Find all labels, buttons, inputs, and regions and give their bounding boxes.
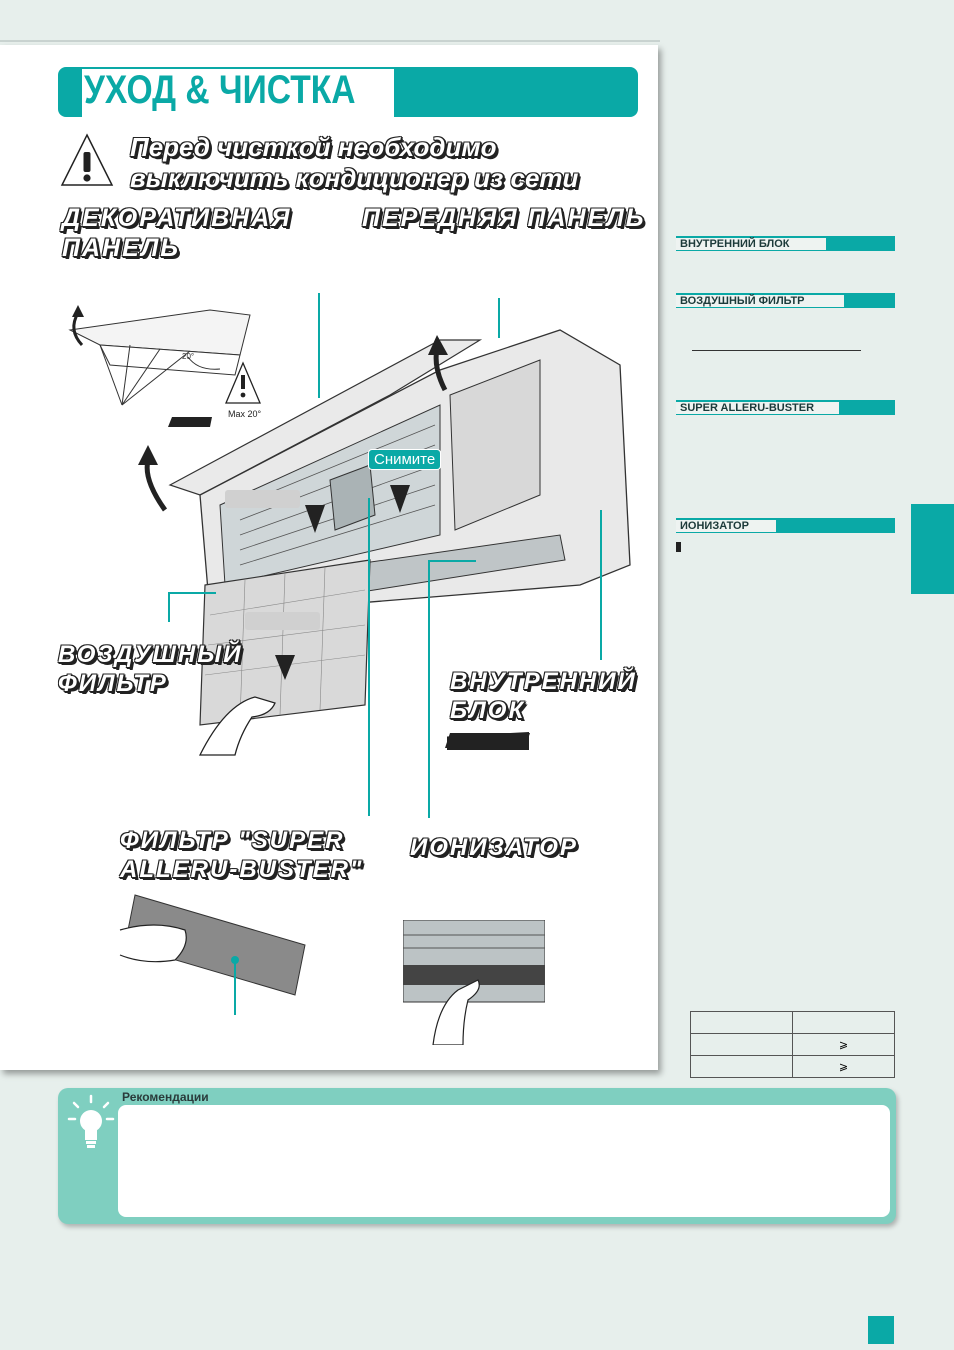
page-number-tab xyxy=(868,1316,894,1344)
label-decor-panel xyxy=(62,203,291,263)
blur-tag-1 xyxy=(225,490,300,508)
warning-line-2: выключить кондиционер из сети xyxy=(130,163,579,193)
table-row xyxy=(691,1012,895,1034)
label-front-panel: ПЕРЕДНЯЯ ПАНЕЛЬ xyxy=(362,204,646,232)
callout-line-indoor xyxy=(600,510,602,660)
warning-triangle-icon xyxy=(60,132,114,188)
spec-table xyxy=(690,1011,895,1078)
tips-title: Рекомендации xyxy=(122,1090,209,1104)
top-rule xyxy=(0,40,660,42)
tips-content xyxy=(118,1105,890,1217)
label-super-line2: ALLERU-BUSTER" xyxy=(120,856,364,883)
angle-small-label: 20° xyxy=(182,352,195,361)
label-air-filter xyxy=(58,640,243,698)
label-decor-panel-line2: ПАНЕЛЬ xyxy=(62,234,180,262)
page-title: УХОД & ЧИСТКА xyxy=(84,68,356,112)
callout-line-front xyxy=(318,293,320,398)
callout-line-ionizer xyxy=(428,560,430,818)
warning-line-1: Перед чисткой необходимо xyxy=(130,132,497,162)
table-row xyxy=(691,1034,895,1056)
blur-tag-2 xyxy=(245,612,320,630)
sidebar-tab-filter-label: ВОЗДУШНЫЙ ФИЛЬТР xyxy=(680,295,805,307)
table-cell: ⩾ xyxy=(793,1034,895,1056)
callout-line-front-right xyxy=(498,298,500,338)
label-decor-panel-line1: ДЕКОРАТИВНАЯ xyxy=(62,204,292,232)
table-cell: ⩾ xyxy=(793,1056,895,1078)
sidebar-bullet xyxy=(676,542,681,552)
lightbulb-icon xyxy=(66,1094,116,1152)
warning-message xyxy=(130,132,578,194)
label-indoor-unit xyxy=(450,667,637,725)
callout-line-filter-v xyxy=(168,592,170,622)
table-cell xyxy=(793,1012,895,1034)
angle-max-label: Max 20° xyxy=(228,409,262,419)
label-air-filter-line1: ВОЗДУШНЫЙ xyxy=(58,641,243,668)
label-indoor-line1: ВНУТРЕННИЙ xyxy=(450,668,637,695)
ionizer-drawing xyxy=(403,920,545,1045)
sidebar-tab-super-label: SUPER ALLERU-BUSTER xyxy=(680,402,815,414)
table-row xyxy=(691,1056,895,1078)
callout-line-super xyxy=(368,498,370,816)
table-cell xyxy=(691,1012,793,1034)
remove-tag: Снимите xyxy=(368,449,441,470)
panel-inset-drawing xyxy=(70,305,262,427)
chapter-thumb-tab xyxy=(911,504,954,594)
table-cell xyxy=(691,1034,793,1056)
label-indoor-line2: БЛОК xyxy=(450,697,526,724)
callout-line-ionizer-h xyxy=(428,560,476,562)
sidebar-underline xyxy=(692,350,861,351)
super-filter-drawing xyxy=(115,890,315,1015)
label-super-filter xyxy=(120,826,363,884)
table-cell xyxy=(691,1056,793,1078)
label-ionizer: ИОНИЗАТОР xyxy=(410,834,578,861)
label-air-filter-line2: ФИЛЬТР xyxy=(58,670,168,697)
callout-line-filter-h xyxy=(168,592,216,594)
sidebar-tab-indoor-label: ВНУТРЕННИЙ БЛОК xyxy=(680,238,790,250)
label-super-line1: ФИЛЬТР "SUPER xyxy=(120,827,345,854)
sidebar-tab-ionizer-label: ИОНИЗАТОР xyxy=(680,520,749,532)
